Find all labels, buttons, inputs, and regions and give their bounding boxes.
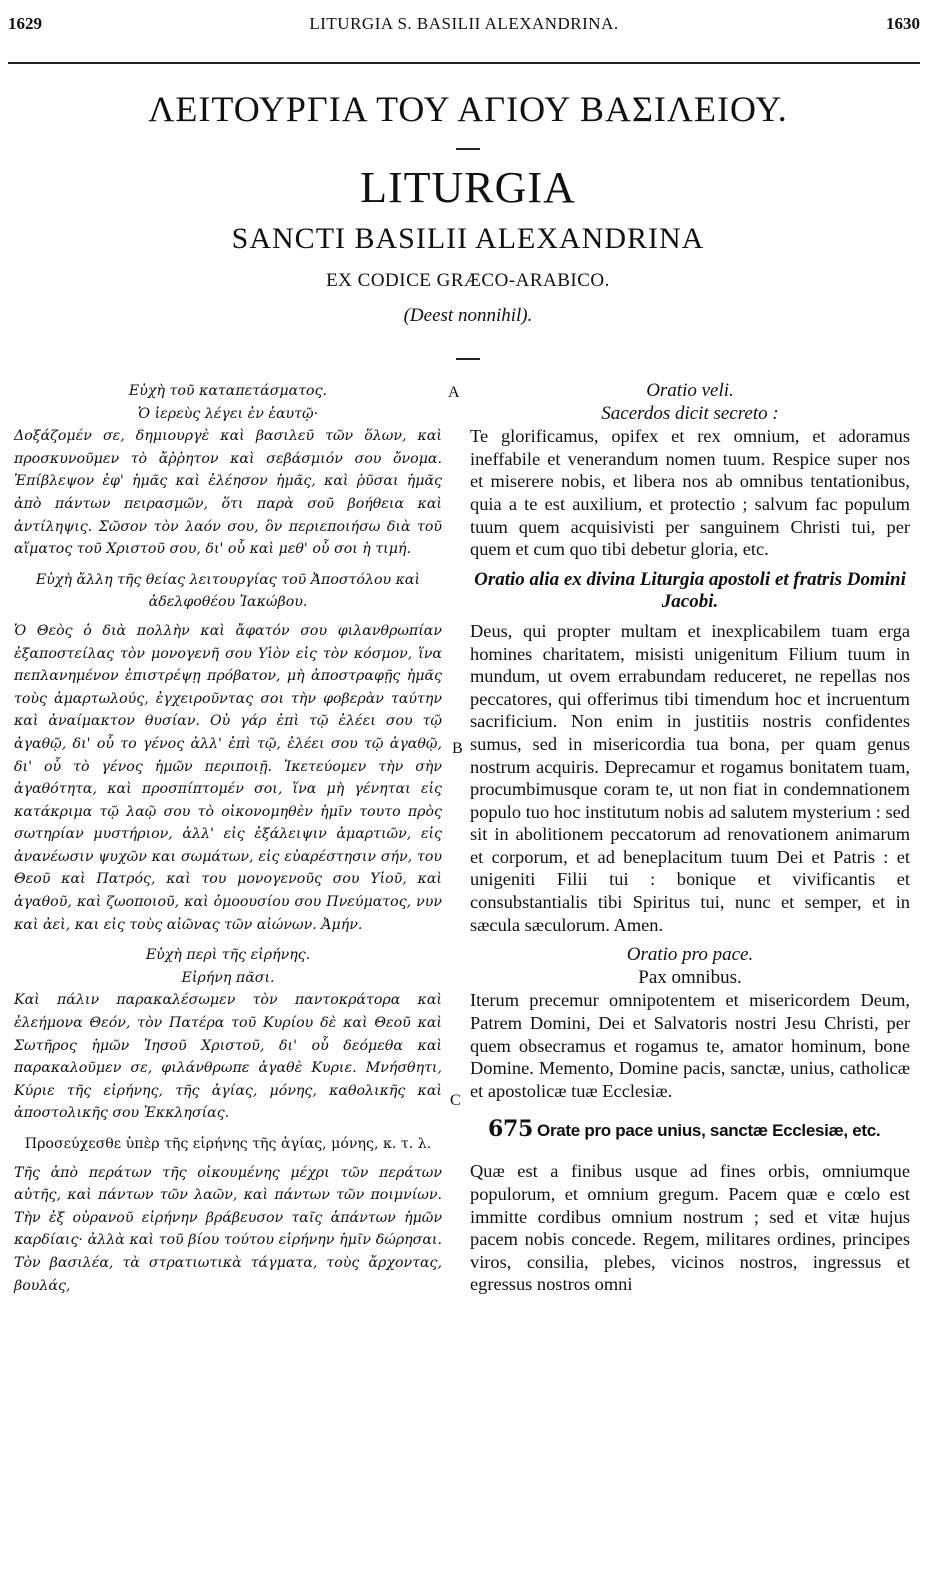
latin-prayer-james: Deus, qui propter multam et inexplicabilem tuam erga homines charitatem, misisti unigenitum Filium tuum in mundum, ut ovem errabundam reduceret, ne repellas nos peccatores, qui offerimus tibi timendum hoc et incruentum sacrificium. Non enim in justitiis nostris confidentes sumus, sed in misericordia tua bona, per quam genus nostrum acquiris. Deprecamur et rogamus bonitatem tuam, procumbimusque coram te, ut non fiat in condemnationem populo tuo hoc institutum nobis ad salutem mysterium : sed sit in abolitionem peccatorum ad renovationem animarum et corporum, et ad beneplacitum tuum Dei et Patris : et unigeniti Filii tui : bonique et vivificantis et consubstantialis tibi Spiritus tui, nunc et semper, et in sæcula sæculorum. Amen. <box>470 620 910 935</box>
latin-heading-veil: Oratio veli. <box>646 380 734 401</box>
greek-title: ΛΕΙΤΟΥΡΓΙΑ ΤΟΥ ΑΓΙΟΥ ΒΑΣΙΛΕΙΟΥ. <box>148 89 788 129</box>
running-title: LITURGIA S. BASILII ALEXANDRINA. <box>309 14 619 33</box>
latin-heading-james: Oratio alia ex divina Liturgia apostoli et fratris Domini Jacobi. <box>474 568 906 613</box>
greek-prayer-veil: Δοξάζομέν σε, δημιουργὲ καὶ βασιλεῦ τῶν ὅλων, καὶ προσκυνοῦμεν τὸ ἄῤῥητον καὶ σεβάσμιόν σου ὄνομα. Ἐπίβλεψον ἐφ' ἡμᾶς καὶ ἐλέησον ἡμᾶς, καὶ ῥῦσαι ἡμᾶς ἀπὸ πάντων πειρασμῶν, ὅτι παρὰ σοῦ βοήθεια καὶ ἀντίληψις. Σῶσον τὸν λαόν σου, ὃν περιεποιήσω διὰ τοῦ αἵματος τοῦ Χριστοῦ σου, δι' οὗ καὶ μεθ' οὗ σοι ἡ τιμή. <box>14 428 442 558</box>
page-number-left: 1629 <box>8 14 42 33</box>
subtitle: SANCTI BASILII ALEXANDRINA <box>231 222 705 255</box>
greek-prayer-james: Ὁ Θεὸς ὁ διὰ πολλὴν καὶ ἄφατόν σου φιλανθρωπίαν ἐξαποστείλας τὸν μονογενῆ σου Υἱὸν εἰς τὸν κόσμον, ἵνα πεπλανημένον ἐπιστρέψῃ πρόβατον, μὴ ἀποστραφῇς ἡμᾶς τοὺς ἁμαρτωλούς, ἐγχειροῦντας σοι τὴν φοβερὰν ταύτην καὶ ἀναίμακτον θυσίαν. Οὐ γάρ ἐπὶ τῷ ἐλέει σου τῷ ἀγαθῷ, δι' οὗ το γένος ἀλλ' ἐπὶ τῷ, ἐλέει σου τῷ ἀγαθῷ, δι' οὗ τὸ γένος ἡμῶν περιποιῇ. Ἱκετεύομεν τὴν σὴν ἀγαθότητα, καὶ προσπίπτομέν σοι, ἵνα μὴ γένηται εἰς κατάκριμα τῷ λαῷ σου τὸ οἰκονομηθὲν ἡμῖν τουτο πρὸς σωτηρίαν μυστήριον, ἀλλ' εἰς ἐξάλειψιν ἁμαρτιῶν, εἰς ἀνανέωσιν ψυχῶν και σωμάτων, εἰς εὐαρέστησιν σήν, του Θεοῦ καὶ Πατρός, καὶ του μονογενοῦς σου Υἱοῦ, καὶ ἀγαθοῦ, καὶ ζωοποιοῦ, καὶ ὁμοουσίου σου Πνεύματος, νυν καὶ ἀεὶ, και εἰς τοὺς αἰῶνας τῶν αἰώνων. Ἀμήν. <box>14 622 442 933</box>
latin-heading-pray-peace: Orate pro pace unius, sanctæ Ecclesiæ, etc. <box>537 1121 881 1141</box>
margin-marker-b: B <box>452 740 463 757</box>
latin-pray-peace-line <box>470 1116 910 1142</box>
greek-heading-pray-peace: Προσεύχεσθε ὑπὲρ τῆς εἰρήνης τῆς ἁγίας, μόνης, κ. τ. λ. <box>24 1136 432 1152</box>
latin-column <box>470 380 910 1296</box>
codex-line: EX CODICE GRÆCO-ARABICO. <box>326 270 610 291</box>
running-head <box>8 14 920 38</box>
margin-marker-a: A <box>448 384 460 401</box>
title-divider <box>456 148 480 150</box>
main-title: LITURGIA <box>360 163 576 212</box>
greek-heading-veil: Εὐχὴ τοῦ καταπετάσματος. <box>128 383 328 399</box>
greek-rubric-priest: Ὁ ἱερεὺς λέγει ἐν ἑαυτῷ· <box>137 405 319 422</box>
latin-prayer-peace: Iterum precemur omnipotentem et misericordem Deum, Patrem Domini, Dei et Salvatoris nostri Jesu Christi, per quem obsecramus et rogamus te, amator hominum, bone Domine. Memento, Domine pacis, sanctæ, unius, catholicæ et apostolicæ tuæ Ecclesiæ. <box>470 990 910 1101</box>
column-number: 675 <box>488 1116 534 1143</box>
greek-heading-james: Εὐχὴ ἄλλη τῆς θείας λειτουργίας τοῦ Ἀποστόλου καὶ ἀδελφοθέου Ἰακώβου. <box>35 571 421 611</box>
latin-rubric-priest: Sacerdos dicit secreto : <box>601 402 779 424</box>
latin-prayer-veil: Te glorificamus, opifex et rex omnium, et adoramus ineffabile et venerandum nomen tuum. Respice super nos et miserere nobis, et libera nos ab omnibus tentationibus, quia a te est auxilium, et protectio ; salvum fac populum tuum quem acquisivisti per sanguinem Christi tui, per quem et cum quo tibi debetur gloria, etc. <box>470 426 910 560</box>
greek-heading-peace: Εὐχὴ περὶ τῆς εἰρήνης. <box>145 947 311 964</box>
lacuna-note: (Deest nonnihil). <box>403 305 533 326</box>
greek-prayer-peace: Καὶ πάλιν παρακαλέσωμεν τὸν παντοκράτορα καὶ ἐλεήμονα Θεόν, τὸν Πατέρα τοῦ Κυρίου δὲ καὶ Θεοῦ καὶ Σωτῆρος ἡμῶν Ἰησοῦ Χριστοῦ, δι' οὗ δεόμεθα καὶ παρακαλοῦμεν σε, φιλάνθρωπε ἀγαθὲ Κυριε. Μνήσθητι, Κύριε τῆς εἰρήνης, τῆς ἁγίας, μόνης, καθολικῆς καὶ ἀποστολικῆς σου Ἐκκλησίας. <box>14 992 442 1122</box>
latin-rubric-peace: Pax omnibus. <box>638 966 742 988</box>
greek-prayer-world: Τῆς ἀπὸ περάτων τῆς οἰκουμένης μέχρι τῶν περάτων αὐτῆς, καὶ πάντων τῶν λαῶν, καὶ πάντων τῶν ποιμνίων. Τὴν ἐξ οὐρανοῦ εἰρήνην βράβευσον ταῖς ἁπάντων ἡμῶν καρδίαις· ἀλλὰ καὶ τοῦ βίου τούτου εἰρήνην ἡμῖν δώρησαι. Τὸν βασιλέα, τὰ στρατιωτικὰ τάγματα, τοὺς ἄρχοντας, βουλάς, <box>14 1164 442 1294</box>
latin-prayer-world: Quæ est a finibus usque ad fines orbis, omniumque populorum, et omnium gregum. Pacem quæ e cœlo est immitte cordibus omnium nostrum ; sed et vitæ hujus pacem nobis concede. Regem, militares ordines, principes viros, consilia, plebes, vicinos nostros, ingressus et egressus nostros omni <box>470 1161 910 1295</box>
header-rule <box>8 62 920 64</box>
page-number-right: 1630 <box>886 14 920 33</box>
greek-column <box>14 380 442 1297</box>
greek-rubric-peace: Εἰρήνη πᾶσι. <box>181 969 275 986</box>
section-divider <box>456 358 480 360</box>
latin-heading-peace: Oratio pro pace. <box>626 944 754 966</box>
margin-marker-c: C <box>450 1092 461 1109</box>
